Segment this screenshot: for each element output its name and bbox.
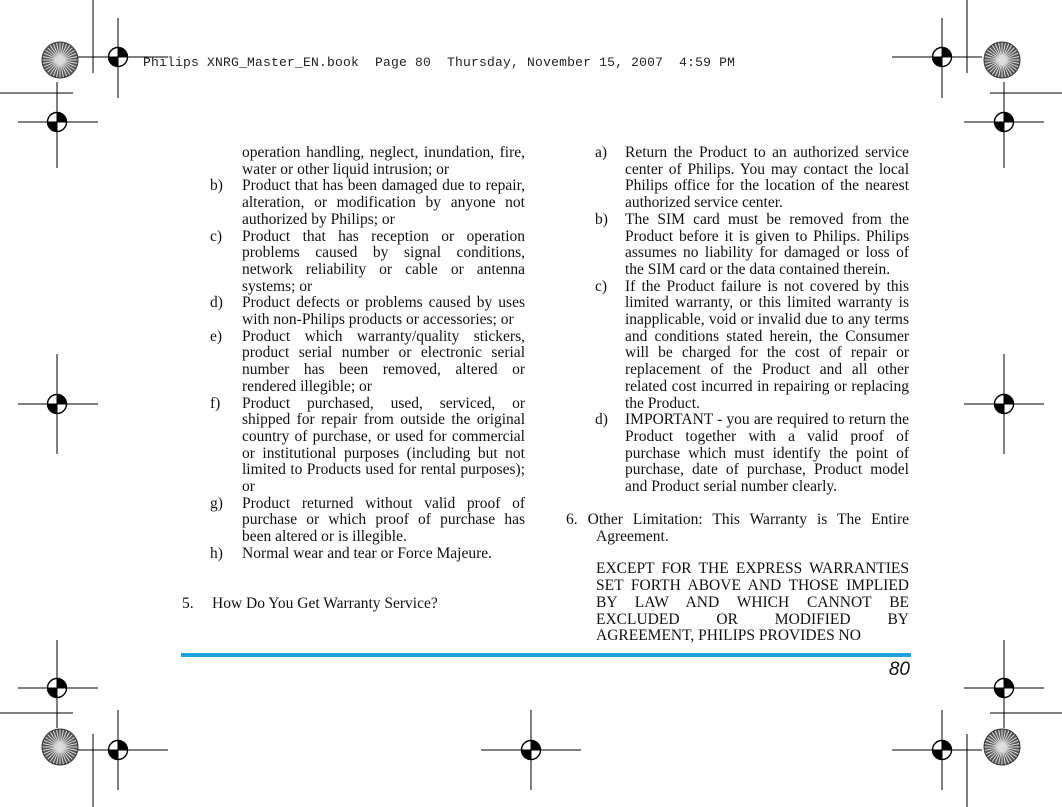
section-6-heading: 6. Other Limitation: This Warranty is The Entire Agreement. xyxy=(566,511,909,545)
item-label: b) xyxy=(210,177,223,195)
item-text: Product that has reception or operation problems caused by signal conditions, network reliability or cable or antenna systems; or xyxy=(242,227,525,295)
list-item xyxy=(210,178,525,228)
item-label: g) xyxy=(210,494,223,512)
item-text: If the Product failure is not covered by this limited warranty, or this limited warranty is inapplicable, void or invalid due to any terms and conditions stated herein, the Consumer will be charged for the cost of repair or replacement of the Product and all other related cost incurred in repairing or replacing the Product. xyxy=(625,277,909,412)
continuation-text: operation handling, neglect, inundation, fire, water or other liquid intrusion; or xyxy=(242,144,525,178)
list-item xyxy=(595,279,909,413)
item-label: c) xyxy=(595,277,608,295)
item-label: d) xyxy=(595,411,608,429)
item-text: Return the Product to an authorized service center of Philips. You may contact the local Philips office for the location of the nearest authorized service center. xyxy=(625,144,909,212)
left-column xyxy=(210,145,525,563)
item-label: h) xyxy=(210,544,223,562)
book-slug-header: Philips XNRG_Master_EN.book Page 80 Thursday, November 15, 2007 4:59 PM xyxy=(143,55,736,70)
star-target-bottom-right xyxy=(984,729,1020,765)
list-item xyxy=(210,396,525,496)
list-item xyxy=(595,412,909,496)
item-text: Product returned without valid proof of purchase or which proof of purchase has been altered or is illegible. xyxy=(242,494,525,546)
section-6 xyxy=(566,512,909,645)
item-label: e) xyxy=(210,327,223,345)
star-target-top-left xyxy=(42,42,78,78)
page-number: 80 xyxy=(888,659,910,680)
item-label: c) xyxy=(210,227,223,245)
item-label: f) xyxy=(210,394,221,412)
star-target-bottom-left xyxy=(42,729,78,765)
list-item xyxy=(210,496,525,546)
item-text: Product purchased, used, serviced, or shipped for repair from outside the original country of purchase, or used for commercial or institutional purposes (including but not limited to Products used for rental purposes); or xyxy=(242,394,525,496)
list-item xyxy=(210,295,525,328)
section-title: How Do You Get Warranty Service? xyxy=(212,595,438,612)
right-column xyxy=(595,145,909,496)
item-text: The SIM card must be removed from the Product before it is given to Philips. Philips assumes no liability for damaged or loss of the SIM card or the data contained therein. xyxy=(625,210,909,278)
item-label: a) xyxy=(595,144,608,161)
list-item xyxy=(210,229,525,296)
section-number: 5. xyxy=(182,595,194,612)
footer-rule xyxy=(181,653,911,657)
item-label: d) xyxy=(210,294,223,312)
item-text: Normal wear and tear or Force Majeure. xyxy=(242,544,493,562)
list-item xyxy=(210,329,525,396)
item-text: Product which warranty/quality stickers, product serial number or electronic serial number has been removed, altered or rendered illegible; or xyxy=(242,327,525,395)
item-text: Product defects or problems caused by uses with non-Philips products or accessories; or xyxy=(242,294,525,329)
item-label: b) xyxy=(595,210,608,228)
list-item xyxy=(595,212,909,279)
list-item xyxy=(210,546,525,563)
star-target-top-right xyxy=(984,42,1020,78)
list-item xyxy=(595,145,909,212)
item-text: IMPORTANT - you are required to return the Product together with a valid proof of purchase which must identify the point of purchase, date of purchase, Product model and Product serial number clearly. xyxy=(625,411,909,496)
item-text: Product that has been damaged due to repair, alteration, or modification by anyone not authorized by Philips; or xyxy=(242,177,525,228)
section-6-body: EXCEPT FOR THE EXPRESS WARRANTIES SET FORTH ABOVE AND THOSE IMPLIED BY LAW AND WHICH CANNOT BE EXCLUDED OR MODIFIED BY AGREEMENT, PHILIPS PROVIDES NO xyxy=(596,560,909,645)
